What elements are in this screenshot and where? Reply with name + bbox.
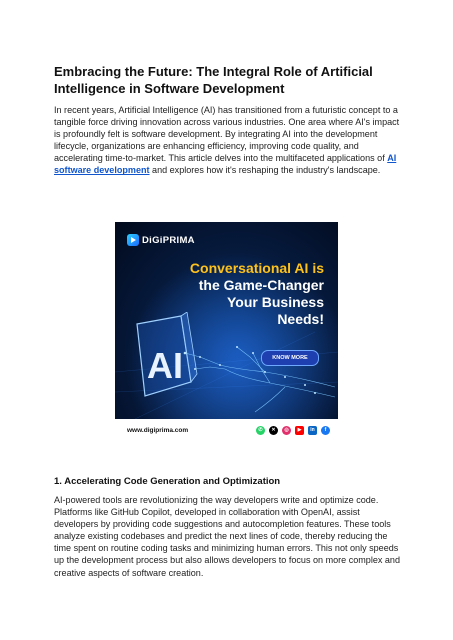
- section-1-body: AI-powered tools are revolutionizing the way developers write and optimize code. Platforms like GitHub Copilot, developed in collaboration with OpenAI, assist developers by providing code suggestions and autocompletion features. These tools analyze existing codebases and predict the next lines of code, thereby reducing the time spent on routine coding tasks and minimizing human errors. This not only speeds up the development process but also allows developers to focus on more complex and creative aspects of software creation.: [54, 495, 400, 578]
- x-icon[interactable]: ✕: [269, 426, 278, 435]
- know-more-button[interactable]: KNOW MORE: [261, 350, 319, 366]
- headline-line-1: Conversational AI is: [189, 260, 324, 276]
- article-title: Embracing the Future: The Integral Role of Artificial Intelligence in Software Development: [54, 64, 373, 96]
- intro-paragraph: [54, 104, 404, 177]
- youtube-icon[interactable]: ▶: [295, 426, 304, 435]
- ai-software-development-link[interactable]: AI software development: [54, 153, 397, 176]
- facebook-icon[interactable]: f: [321, 426, 330, 435]
- ai-glyph-text: AI: [147, 345, 183, 386]
- digiprima-logo: [127, 232, 195, 248]
- robot-hand-icon: [165, 317, 335, 417]
- headline-line-2: the Game-Changer: [198, 277, 324, 293]
- instagram-icon[interactable]: ◎: [282, 426, 291, 435]
- brand-name: DiGiPRIMA: [142, 234, 195, 246]
- section-1-heading: 1. Accelerating Code Generation and Optimization: [54, 476, 281, 487]
- social-icons: [256, 426, 330, 435]
- promo-banner-image[interactable]: [115, 222, 338, 441]
- linkedin-icon[interactable]: in: [308, 426, 317, 435]
- intro-text-after-link: and explores how it's reshaping the industry's landscape.: [149, 165, 381, 176]
- play-logo-icon: [127, 234, 139, 246]
- intro-text-before-link: In recent years, Artificial Intelligence (AI) has transitioned from a futuristic concept to a tangible force driving innovation across various industries. One area where AI's impact is profoundly felt is software development. By integrating AI into the development lifecycle, organizations are enhancing efficiency, improving code quality, and accelerating time-to-market. This article delves into the multifaceted applications of: [54, 105, 400, 164]
- website-url[interactable]: www.digiprima.com: [127, 426, 189, 434]
- banner-footer: [115, 419, 338, 441]
- whatsapp-icon[interactable]: ✆: [256, 426, 265, 435]
- headline-line-3: Your Business: [227, 294, 324, 310]
- headline-line-4: Needs!: [277, 311, 324, 327]
